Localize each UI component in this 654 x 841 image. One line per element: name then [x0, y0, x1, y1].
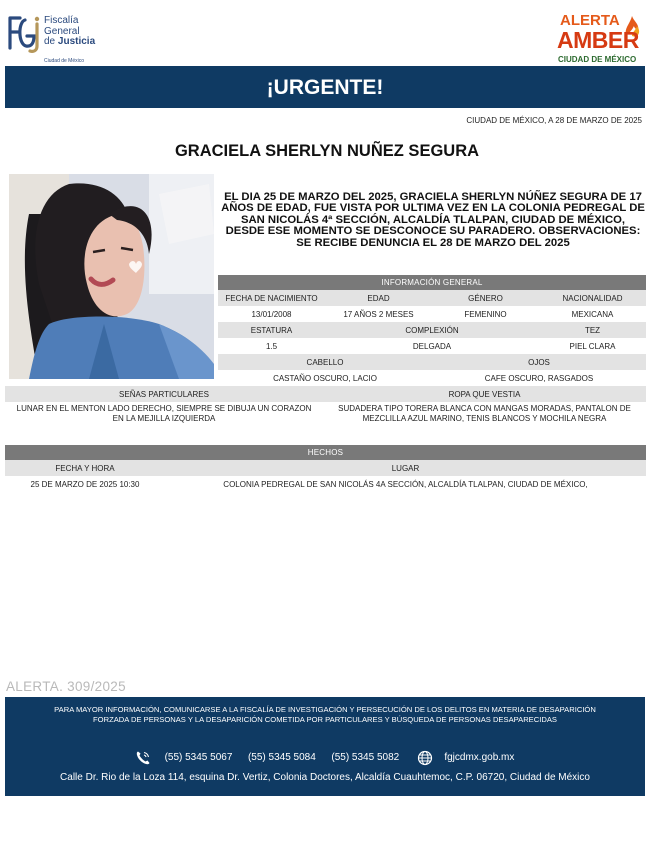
globe-icon: [417, 750, 433, 766]
value-nationality: MEXICANA: [571, 310, 614, 319]
missing-person-name: GRACIELA SHERLYN NUÑEZ SEGURA: [174, 142, 480, 160]
label-distinguishing-marks: SEÑAS PARTICULARES: [119, 390, 209, 399]
contact-footer: [5, 697, 645, 796]
facts-header: HECHOS: [5, 445, 646, 460]
label-place: LUGAR: [391, 464, 420, 473]
footer-address: Calle Dr. Rio de la Loza 114, esquina Dr. Vertiz, Colonia Doctores, Alcaldía Cuauhtemoc, C.P. 06720, Ciudad de México: [60, 772, 590, 783]
page-header: [0, 0, 654, 66]
fgj-logo-mark: [6, 14, 42, 54]
narrative-text: EL DIA 25 DE MARZO DEL 2025, GRACIELA SHERLYN NÚÑEZ SEGURA DE 17 AÑOS DE EDAD, FUE VISTA POR ULTIMA VEZ EN LA COLONIA PEDREGAL DE SAN NICOLÁS 4ª SECCIÓN, ALCALDÍA TLALPAN, CIUDAD DE MÉXICO, DESDE ESE MOMENTO SE DESCONOCE SU PARADERO. OBSERVACIONES: SE RECIBE DENUNCIA EL 28 DE MARZO DEL 2025: [221, 191, 645, 249]
phone-number-1[interactable]: (55) 5345 5067: [164, 752, 233, 763]
amber-logo-cdmx: CIUDAD DE MÉXICO: [558, 55, 637, 64]
footer-info-line-1: PARA MAYOR INFORMACIÓN, COMUNICARSE A LA FISCALÍA DE INVESTIGACIÓN Y PERSECUCIÓN DE LOS DELITOS EN MATERIA DE DESAPARICIÓN: [54, 705, 596, 714]
value-hair: CASTAÑO OSCURO, LACIO: [273, 374, 377, 383]
fgj-line-3-bold: Justicia: [57, 36, 96, 47]
label-birth-date: FECHA DE NACIMIENTO: [225, 294, 318, 303]
value-date-time: 25 DE MARZO DE 2025 10:30: [30, 480, 140, 489]
fgj-line-2: General: [44, 25, 80, 37]
clothing-line-2: MEZCLILLA AZUL MARINO, TENIS BLANCOS Y MOCHILA NEGRA: [362, 413, 607, 423]
label-nationality: NACIONALIDAD: [562, 294, 623, 303]
value-eyes: CAFE OSCURO, RASGADOS: [484, 374, 594, 383]
value-place: COLONIA PEDREGAL DE SAN NICOLÁS 4A SECCIÓN, ALCALDÍA TLALPAN, CIUDAD DE MÉXICO,: [223, 480, 588, 489]
value-skin: PIEL CLARA: [569, 342, 616, 351]
label-height: ESTATURA: [250, 326, 293, 335]
fgj-logo: [6, 14, 106, 64]
amber-logo-amber: AMBER: [557, 27, 639, 53]
fgj-line-1: Fiscalía: [44, 15, 79, 26]
alerta-amber-logo: [552, 10, 648, 66]
fgj-line-3-prefix: de: [44, 36, 58, 47]
value-birth-date: 13/01/2008: [251, 310, 292, 319]
value-distinguishing-marks: [5, 404, 323, 423]
value-build: DELGADA: [412, 342, 452, 351]
website-link[interactable]: fgjcdmx.gob.mx: [444, 752, 515, 763]
value-clothing: [323, 404, 646, 423]
label-age: EDAD: [367, 294, 390, 303]
general-info-header: INFORMACIÓN GENERAL: [218, 275, 646, 290]
label-hair: CABELLO: [306, 358, 344, 367]
fgj-logo-text: [44, 16, 95, 48]
marks-line-1: LUNAR EN EL MENTON LADO DERECHO, SIEMPRE SE DIBUJA UN CORAZON: [16, 404, 312, 413]
label-date-time: FECHA Y HORA: [55, 464, 115, 473]
phone-number-2[interactable]: (55) 5345 5084: [247, 752, 316, 763]
label-skin: TEZ: [584, 326, 601, 335]
marks-line-2: EN LA MEJILLA IZQUIERDA: [112, 413, 216, 423]
publication-date: CIUDAD DE MÉXICO, A 28 DE MARZO DE 2025: [466, 116, 642, 125]
value-age: 17 AÑOS 2 MESES: [343, 310, 414, 319]
footer-info-line-2: FORZADA DE PERSONAS Y LA DESAPARICIÓN COMETIDA POR PARTICULARES Y BÚSQUEDA DE PERSONAS DESAPARECIDAS: [93, 714, 557, 724]
alert-number: ALERTA. 309/2025: [6, 679, 126, 694]
label-build: COMPLEXIÓN: [405, 326, 459, 335]
label-gender: GÉNERO: [468, 294, 503, 303]
clothing-line-1: SUDADERA TIPO TORERA BLANCA CON MANGAS MORADAS, PANTALON DE: [338, 404, 631, 413]
phone-number-3[interactable]: (55) 5345 5082: [331, 752, 400, 763]
missing-person-photo: [9, 174, 214, 379]
fgj-logo-subtitle: Ciudad de México: [44, 58, 85, 64]
amber-logo-alerta: ALERTA: [560, 12, 620, 29]
urgent-banner: ¡URGENTE!: [5, 66, 645, 108]
value-height: 1.5: [265, 342, 278, 351]
footer-info-text: [5, 705, 645, 724]
portrait-illustration: [9, 174, 214, 379]
label-clothing: ROPA QUE VESTIA: [448, 390, 521, 399]
value-gender: FEMENINO: [464, 310, 507, 319]
label-eyes: OJOS: [528, 358, 550, 367]
phone-icon: [135, 750, 151, 766]
footer-contact-row: [135, 750, 514, 768]
